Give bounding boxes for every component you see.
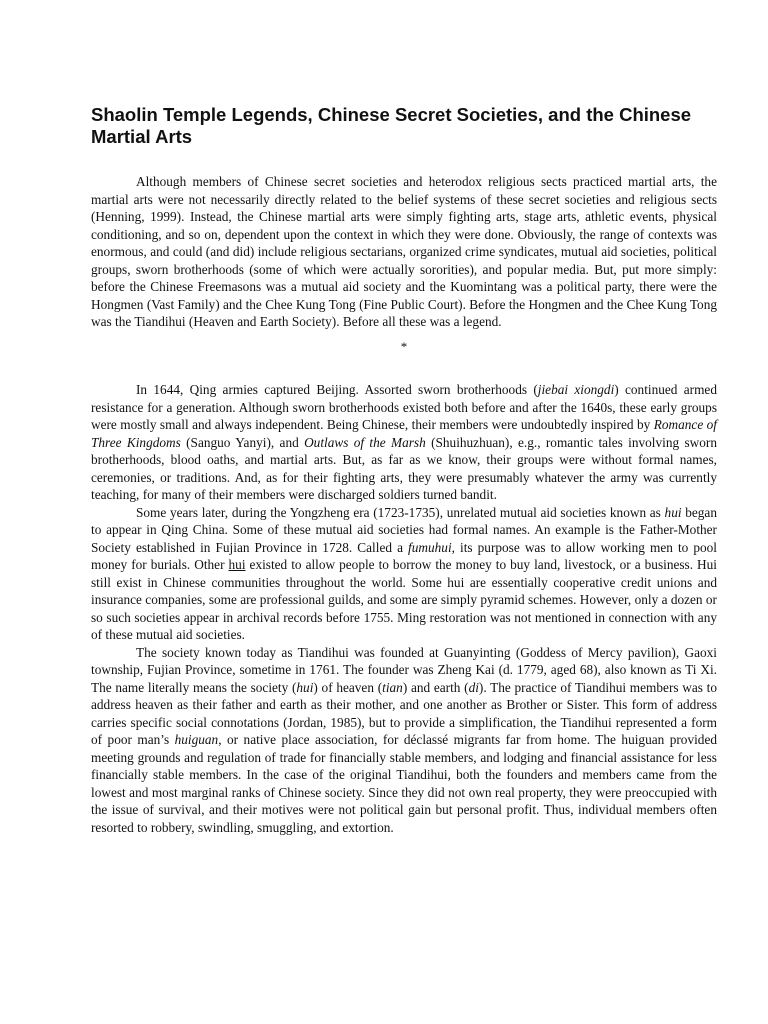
italic-term: hui bbox=[664, 504, 682, 520]
document-body bbox=[91, 173, 717, 836]
italic-term: fumuhui bbox=[408, 539, 452, 555]
text-run: existed to allow people to borrow the money to buy land, livestock, or a business. Hui still exist in Chinese communities throughout the world. Some hui are essentially cooperative credit unions and insurance companies, some are professional guilds, and some are simply pyramid schemes. However, only a dozen or so such societies appear in archival records before 1755. Ming restoration was not mentioned in connection with any of these mutual aid societies. bbox=[91, 557, 718, 642]
text-run: , or native place association, for déclassé migrants far from home. The huiguan provided meeting grounds and regulation of trade for financially stable members, and lodging and financial assistance for less financially stable members. In the case of the original Tiandihui, both the founders and members came from the lowest and most marginal ranks of Chinese society. Since they did not own real property, they were preoccupied with the issue of survival, and their motives were not political gain but personal profit. Thus, individual members often resorted to robbery, swindling, smuggling, and extortion. bbox=[91, 732, 718, 835]
text-run: The society known today as Tiandihui was founded at Guanyinting (Goddess of Mercy pavilion), Gaoxi township, Fujian Province, sometime in 1761. The founder was Zheng Kai (d. 1779, aged 68), also known as Ti Xi. The name literally means the society ( bbox=[91, 644, 717, 695]
underlined-term: hui bbox=[228, 557, 246, 572]
section-separator: * bbox=[400, 338, 408, 354]
text-run: ). The practice of Tiandihui members was to address heaven as their father and earth as their mother, and one another as Brother or Sister. This form of address carries specific social connotations (Jordan, 1985), but to provide a simplification, the Tiandihui represented a form of poor man’s bbox=[91, 679, 717, 747]
text-run: ) of heaven ( bbox=[313, 679, 383, 695]
italic-term: Outlaws of the Marsh bbox=[304, 434, 426, 450]
text-run: In 1644, Qing armies captured Beijing. Assorted sworn brotherhoods ( bbox=[136, 382, 538, 397]
italic-term: hui bbox=[296, 679, 314, 695]
text-run: began to appear in Qing China. Some of these mutual aid societies had formal names. An example is the Father-Mother Society established in Fujian Province in 1728. Called a bbox=[91, 504, 717, 555]
italic-term: tian bbox=[382, 679, 403, 695]
paragraph-2 bbox=[91, 381, 717, 504]
italic-term: jiebai xiongdi bbox=[537, 382, 615, 397]
italic-term: di bbox=[468, 679, 479, 695]
paragraph-3 bbox=[91, 504, 717, 644]
text-run: ) continued armed resistance for a generation. Although sworn brotherhoods existed both before and after the 1640s, these early groups were mostly small and always independent. Being Chinese, their members were undoubtedly inspired by bbox=[91, 382, 717, 432]
paragraph-1 bbox=[91, 173, 717, 331]
text-run: (Shuihuzhuan), e.g., romantic tales involving sworn brotherhoods, blood oaths, and martial arts. But, as far as we know, their groups were without formal names, ceremonies, or traditions. And, as for their fighting arts, they were presumably whatever the army was currently teaching, for many of their members were discharged soldiers turned bandit. bbox=[91, 434, 717, 502]
italic-term: huiguan bbox=[174, 732, 219, 747]
document-title: Shaolin Temple Legends, Chinese Secret Societies, and the Chinese Martial Arts bbox=[91, 104, 692, 147]
text-run: Although members of Chinese secret societies and heterodox religious sects practiced martial arts, the martial arts were not necessarily directly related to the belief systems of these secret societies and religious sects (Henning, 1999). Instead, the Chinese martial arts were simply fighting arts, stage arts, athletic events, physical conditioning, and so on, dependent upon the context in which they were done. Obviously, the range of contexts was enormous, and could (and did) include religious sectarians, organized crime syndicates, mutual aid societies, political groups, sworn brotherhoods (some of which were actually sororities), and popular media. But, put more simply: before the Chinese Freemasons was a mutual aid society and the Kuomintang was a political party, there were the Hongmen (Vast Family) and the Chee Kung Tong (Fine Public Court). Before the Hongmen and the Chee Kung Tong was the Tiandihui (Heaven and Earth Society). Before all these was a legend. bbox=[91, 174, 717, 329]
paragraph-4 bbox=[91, 644, 717, 837]
italic-term: Romance of Three Kingdoms bbox=[91, 417, 717, 450]
text-run: , its purpose was to allow working men to pool money for burials. Other bbox=[91, 539, 717, 572]
text-run: Some years later, during the Yongzheng era (1723-1735), unrelated mutual aid societies known as bbox=[136, 504, 665, 520]
text-run: ) and earth ( bbox=[402, 679, 469, 695]
text-run: (Sanguo Yanyi), and bbox=[180, 434, 305, 450]
